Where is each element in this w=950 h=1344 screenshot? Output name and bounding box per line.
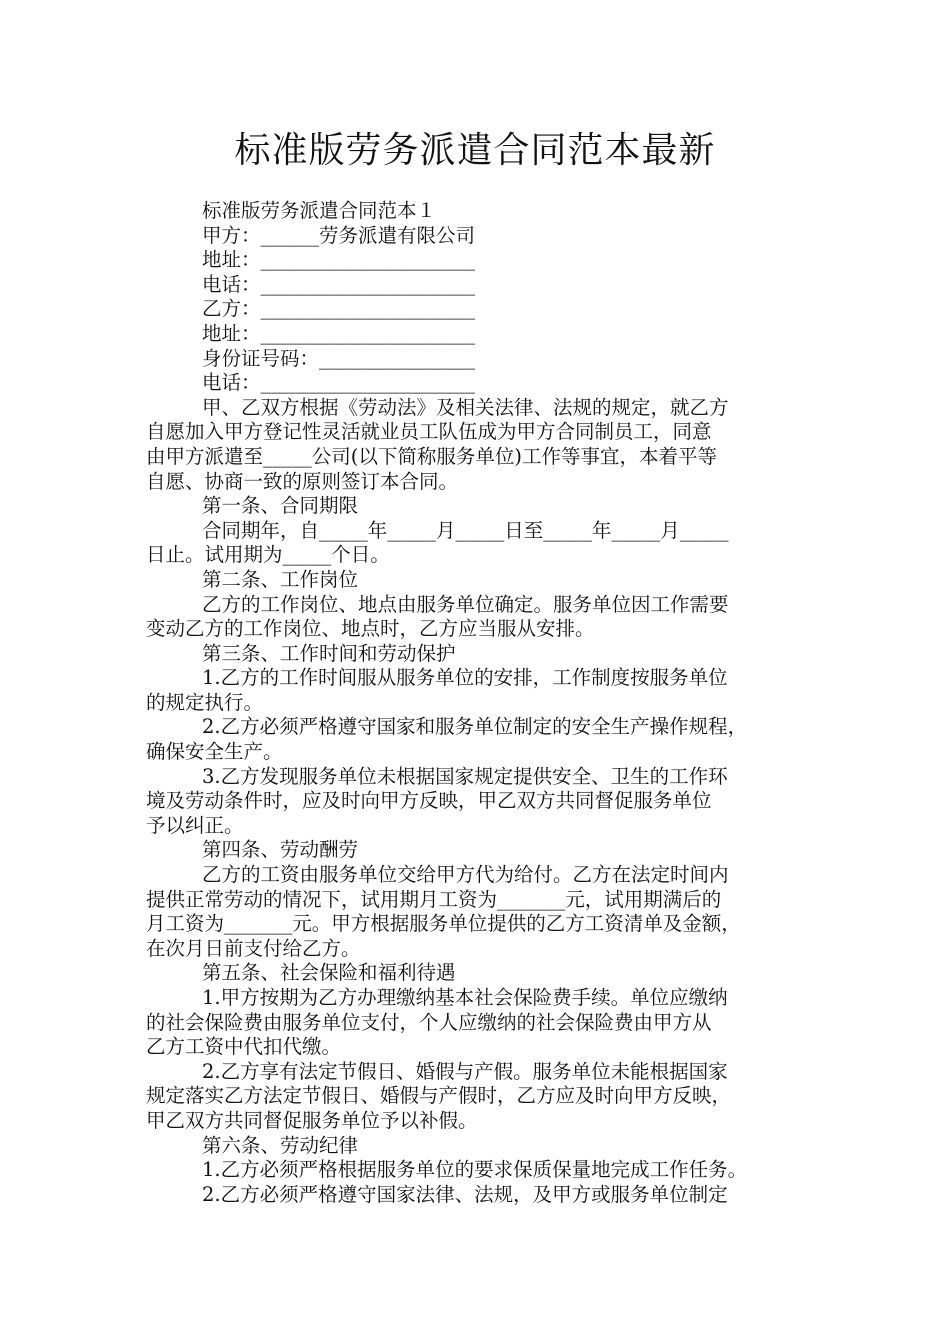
text-line: 月工资为_______元。甲方根据服务单位提供的乙方工资清单及金额， <box>146 912 741 936</box>
text-line: 自愿、协商一致的原则签订本合同。 <box>146 469 459 493</box>
text-line: 予以纠正。 <box>146 813 244 837</box>
text-line: 地址：______________________ <box>202 248 476 272</box>
text-line: 标准版劳务派遣合同范本１ <box>202 199 437 222</box>
text-line: 在次月日前支付给乙方。 <box>146 936 361 960</box>
text-line: 第四条、劳动酬劳 <box>202 838 359 862</box>
text-line: 地址：______________________ <box>202 321 476 345</box>
text-line: 电话：______________________ <box>202 272 476 296</box>
text-line: 的社会保险费由服务单位支付，个人应缴纳的社会保险费由甲方从 <box>146 1010 712 1034</box>
text-line: 甲方：______劳务派遣有限公司 <box>202 223 476 247</box>
text-line: 乙方的工作岗位、地点由服务单位确定。服务单位因工作需要 <box>202 592 729 616</box>
text-line: 第六条、劳动纪律 <box>202 1133 359 1157</box>
text-line: 甲、乙双方根据《劳动法》及相关法律、法规的规定，就乙方 <box>202 395 729 419</box>
text-line: 的规定执行。 <box>146 690 264 714</box>
text-line: 变动乙方的工作岗位、地点时，乙方应当服从安排。 <box>146 617 595 641</box>
text-line: 由甲方派遣至_____公司(以下简称服务单位)工作等事宜，本着平等 <box>146 444 717 468</box>
document-title: 标准版劳务派遣合同范本最新 <box>234 130 716 171</box>
text-line: 提供正常劳动的情况下，试用期月工资为_______元，试用期满后的 <box>146 887 722 911</box>
text-line: 1.甲方按期为乙方办理缴纳基本社会保险费手续。单位应缴纳 <box>202 986 728 1009</box>
text-line: 1.乙方的工作时间服从服务单位的安排，工作制度按服务单位 <box>202 666 728 690</box>
text-line: 2.乙方必须严格遵守国家和服务单位制定的安全生产操作规程， <box>202 715 748 739</box>
text-line: 日止。试用期为_____个日。 <box>146 543 390 567</box>
text-line: 乙方的工资由服务单位交给甲方代为给付。乙方在法定时间内 <box>202 863 729 887</box>
text-line: 第五条、社会保险和福利待遇 <box>202 961 456 985</box>
text-line: 甲乙双方共同督促服务单位予以补假。 <box>146 1108 478 1132</box>
text-line: 第一条、合同期限 <box>202 494 359 518</box>
text-line: 2.乙方享有法定节假日、婚假与产假。服务单位未能根据国家 <box>202 1059 728 1083</box>
text-line: 1.乙方必须严格根据服务单位的要求保质保量地完成工作任务。 <box>202 1158 748 1182</box>
document-body <box>146 199 810 1207</box>
text-line: 乙方工资中代扣代缴。 <box>146 1035 342 1059</box>
text-line: 3.乙方发现服务单位未根据国家规定提供安全、卫生的工作环 <box>202 764 728 788</box>
text-line: 2.乙方必须严格遵守国家法律、法规，及甲方或服务单位制定 <box>202 1182 728 1206</box>
text-line: 境及劳动条件时，应及时向甲方反映，甲乙双方共同督促服务单位 <box>146 789 712 813</box>
text-line: 确保安全生产。 <box>146 740 283 764</box>
text-line: 合同期年，自_____年_____月_____日至_____年_____月_____ <box>202 518 729 542</box>
text-line: 第三条、工作时间和劳动保护 <box>202 641 456 665</box>
text-line: 第二条、工作岗位 <box>202 567 359 591</box>
text-line: 自愿加入甲方登记性灵活就业员工队伍成为甲方合同制员工，同意 <box>146 420 712 444</box>
text-line: 乙方：______________________ <box>202 297 476 321</box>
text-line: 身份证号码：________________ <box>202 346 476 370</box>
text-line: 规定落实乙方法定节假日、婚假与产假时，乙方应及时向甲方反映， <box>146 1084 732 1108</box>
text-line: 电话：______________________ <box>202 371 476 395</box>
